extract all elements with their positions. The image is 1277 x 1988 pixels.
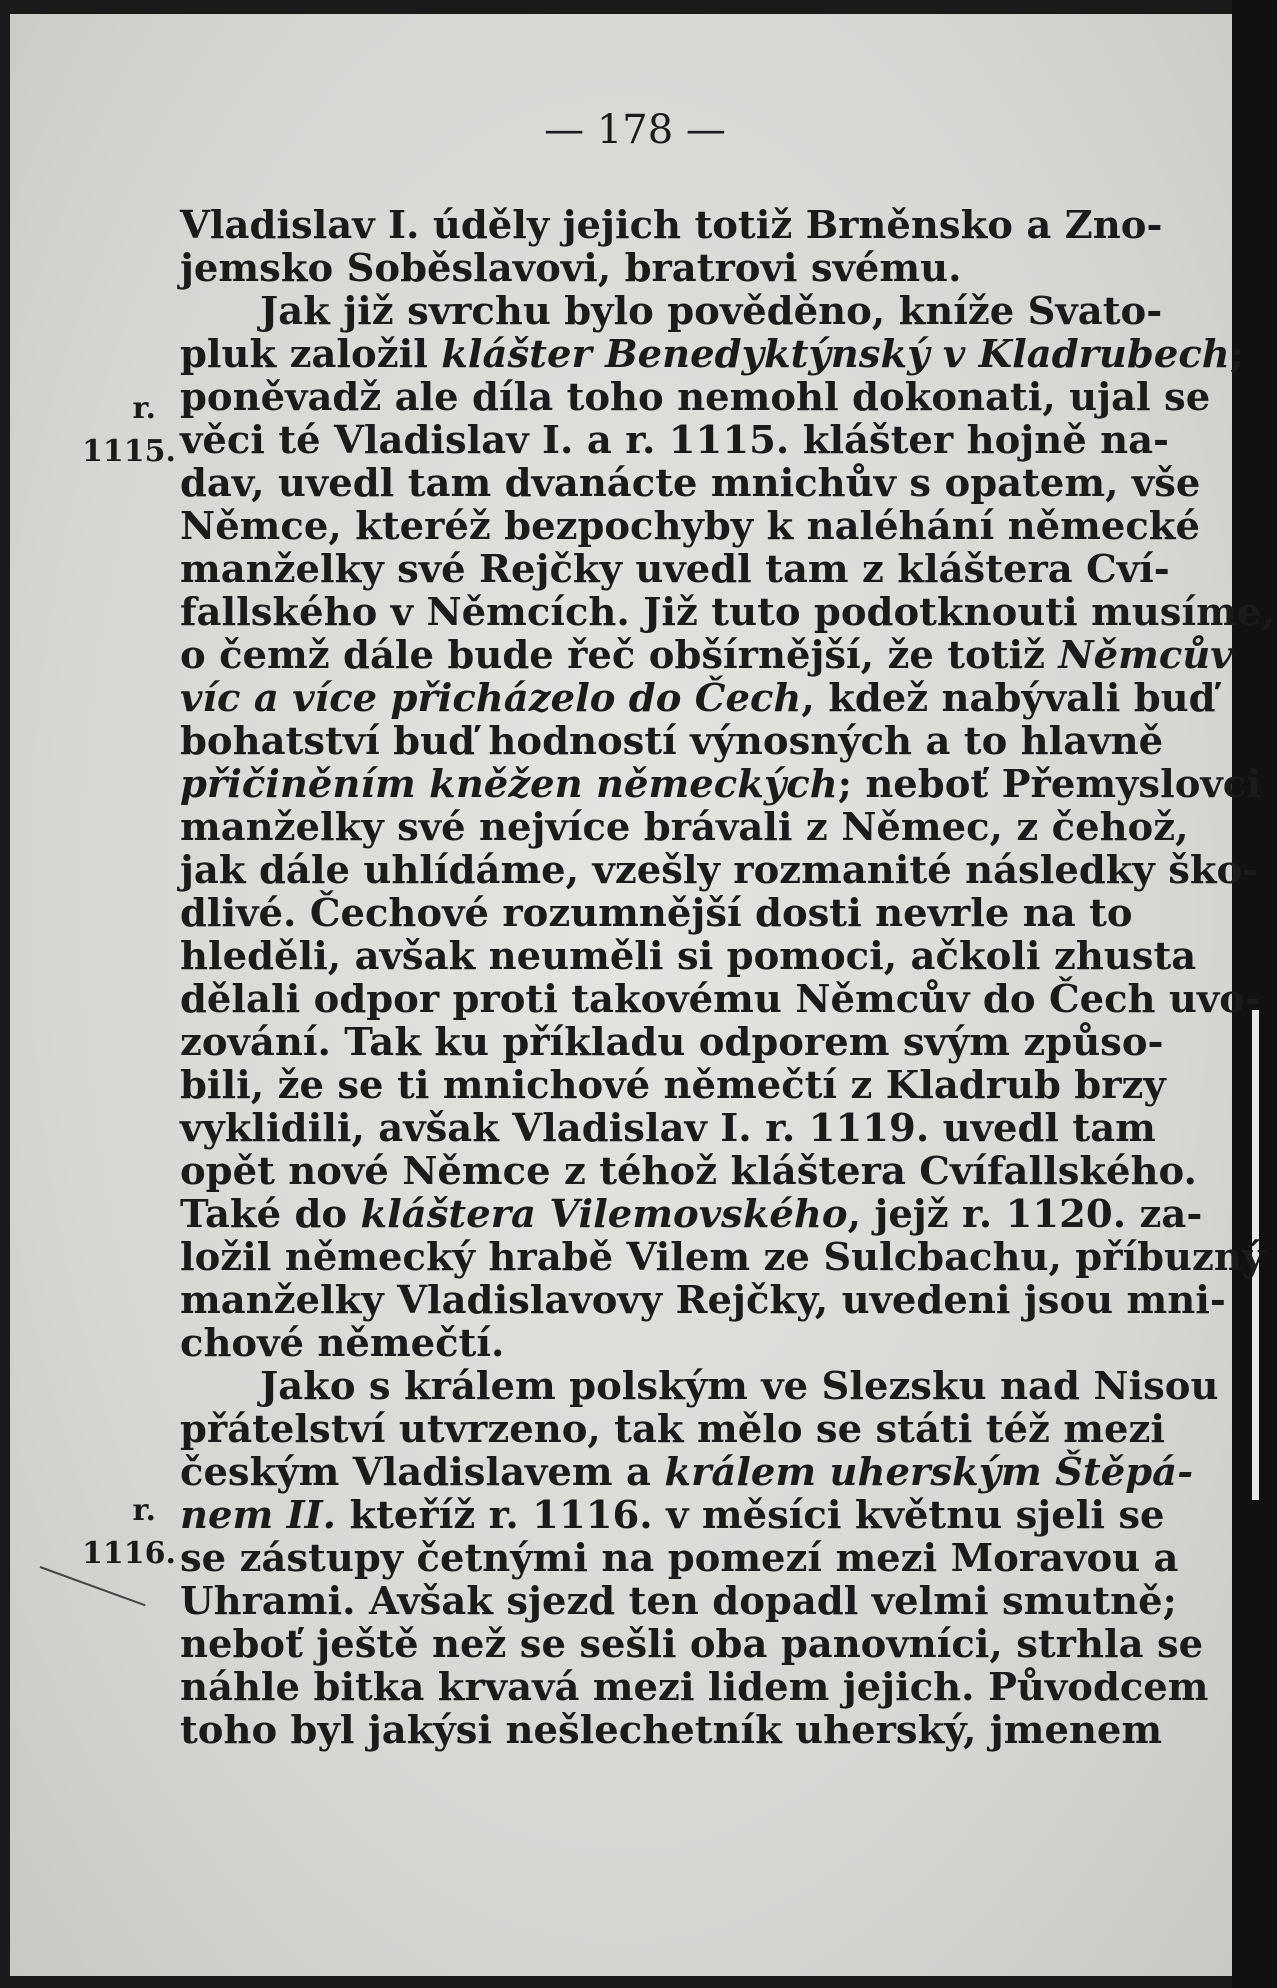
text-line xyxy=(180,332,1244,377)
text-segment: fallského v Němcích. Již tuto podotknouti musíme, xyxy=(180,590,1275,635)
text-segment: dlivé. Čechové rozumnější dosti nevrle na to xyxy=(180,891,1133,936)
text-segment: , jejž r. 1120. za- xyxy=(847,1192,1203,1237)
italic-text: víc a více přicházelo do Čech xyxy=(180,676,802,721)
text-segment: , kdež nabývali buď xyxy=(801,676,1216,721)
text-line xyxy=(180,1493,1165,1538)
text-line xyxy=(180,1450,1194,1495)
text-segment: ; neboť Přemyslovci xyxy=(837,762,1261,807)
text-segment: kteříž r. 1116. v měsíci květnu sjeli se xyxy=(336,1493,1165,1538)
text-line xyxy=(180,719,1164,764)
text-line xyxy=(180,1708,1163,1753)
text-line xyxy=(180,1622,1204,1667)
italic-text: klášter Benedyktýnský v Kladrubech xyxy=(441,332,1230,377)
text-line xyxy=(180,1407,1165,1452)
text-line xyxy=(180,504,1200,549)
text-line xyxy=(180,1665,1209,1710)
text-segment: Jako s králem polským ve Slezsku nad Nisou xyxy=(260,1364,1219,1409)
italic-text: přičiněním kněžen německých xyxy=(180,762,838,807)
text-segment: se zástupy četnými na pomezí mezi Moravou a xyxy=(180,1536,1179,1581)
text-segment: manželky Vladislavovy Rejčky, uvedeni jsou mni- xyxy=(180,1278,1226,1323)
text-line xyxy=(180,289,1163,334)
text-segment: ; xyxy=(1229,332,1244,377)
text-segment: bili, že se ti mnichové němečtí z Kladrub brzy xyxy=(180,1063,1166,1108)
text-line xyxy=(180,891,1133,936)
text-line xyxy=(180,1149,1197,1194)
text-line xyxy=(180,1322,1128,1365)
text-segment: o čemž dále bude řeč obšírnější, že totiž xyxy=(180,633,1059,678)
text-segment: chové němečtí. xyxy=(180,1321,505,1366)
italic-text: kláštera Vilemovského xyxy=(360,1192,848,1237)
text-line xyxy=(180,1579,1177,1624)
text-line xyxy=(180,547,1170,592)
text-segment: hleděli, avšak neuměli si pomoci, ačkoli zhusta xyxy=(180,934,1197,979)
text-segment: opět nové Němce z téhož kláštera Cvífallského. xyxy=(180,1149,1197,1194)
text-line xyxy=(180,1278,1226,1323)
text-segment: Jak již svrchu bylo pověděno, kníže Svato- xyxy=(260,289,1163,334)
text-segment: přátelství utvrzeno, tak mělo se státi též mezi xyxy=(180,1407,1165,1452)
text-segment: zování. Tak ku příkladu odporem svým způso- xyxy=(180,1020,1164,1065)
margin-note-r-2: r. xyxy=(132,1493,156,1528)
text-line xyxy=(180,1364,1219,1409)
text-line xyxy=(180,977,1261,1022)
text-segment: poněvadž ale díla toho nemohl dokonati, ujal se xyxy=(180,375,1211,420)
italic-text: nem II. xyxy=(180,1493,337,1538)
text-line xyxy=(180,676,1216,721)
text-segment: jemsko Soběslavovi, bratrovi svému. xyxy=(180,246,962,291)
text-line xyxy=(180,848,1259,893)
text-segment: českým Vladislavem a xyxy=(180,1450,665,1495)
text-line xyxy=(180,247,1128,290)
text-line xyxy=(180,203,1163,248)
text-line xyxy=(180,1192,1203,1237)
text-segment: věci té Vladislav I. a r. 1115. klášter hojně na- xyxy=(180,418,1170,463)
text-segment: neboť ještě než se sešli oba panovníci, strhla se xyxy=(180,1622,1204,1667)
italic-text: králem uherským Štěpá- xyxy=(664,1450,1194,1495)
text-line xyxy=(180,633,1233,678)
text-segment: Uhrami. Avšak sjezd ten dopadl velmi smutně; xyxy=(180,1579,1177,1624)
text-segment: náhle bitka krvavá mezi lidem jejich. Původcem xyxy=(180,1665,1209,1710)
text-line xyxy=(180,762,1261,807)
margin-note-year-1115: 1115. xyxy=(82,434,176,469)
text-line xyxy=(180,1106,1156,1151)
text-segment: Němce, kteréž bezpochyby k naléhání německé xyxy=(180,504,1200,549)
text-segment: toho byl jakýsi nešlechetník uherský, jmenem xyxy=(180,1708,1163,1753)
text-line xyxy=(180,805,1189,850)
text-segment: manželky své Rejčky uvedl tam z kláštera Cví- xyxy=(180,547,1170,592)
text-segment: jak dále uhlídáme, vzešly rozmanité následky ško- xyxy=(180,848,1259,893)
text-line xyxy=(180,1063,1166,1108)
text-line xyxy=(180,1020,1164,1065)
margin-note-r-1: r. xyxy=(132,391,156,426)
text-segment: Vladislav I. úděly jejich totiž Brněnsko a Zno- xyxy=(180,203,1163,248)
text-line xyxy=(180,461,1201,506)
text-line xyxy=(180,590,1275,635)
text-segment: Také do xyxy=(180,1192,361,1237)
text-line xyxy=(180,418,1170,463)
italic-text: Němcův xyxy=(1058,633,1233,678)
text-segment: ložil německý hrabě Vilem ze Sulcbachu, příbuzný xyxy=(180,1235,1265,1280)
text-segment: bohatství buď hodností výnosných a to hlavně xyxy=(180,719,1164,764)
text-line xyxy=(180,1536,1179,1581)
text-line xyxy=(180,375,1211,420)
text-segment: vyklidili, avšak Vladislav I. r. 1119. uvedl tam xyxy=(180,1106,1156,1151)
text-segment: dělali odpor proti takovému Němcův do Čech uvo- xyxy=(180,977,1261,1022)
text-line xyxy=(180,1235,1265,1280)
text-segment: pluk založil xyxy=(180,332,442,377)
page-number: — 178 — xyxy=(544,107,726,153)
text-line xyxy=(180,934,1197,979)
body-text xyxy=(180,203,1275,1753)
text-segment: manželky své nejvíce brávali z Němec, z čehož, xyxy=(180,805,1189,850)
text-segment: dav, uvedl tam dvanácte mnichův s opatem, vše xyxy=(180,461,1201,506)
margin-note-year-1116: 1116. xyxy=(82,1536,176,1571)
